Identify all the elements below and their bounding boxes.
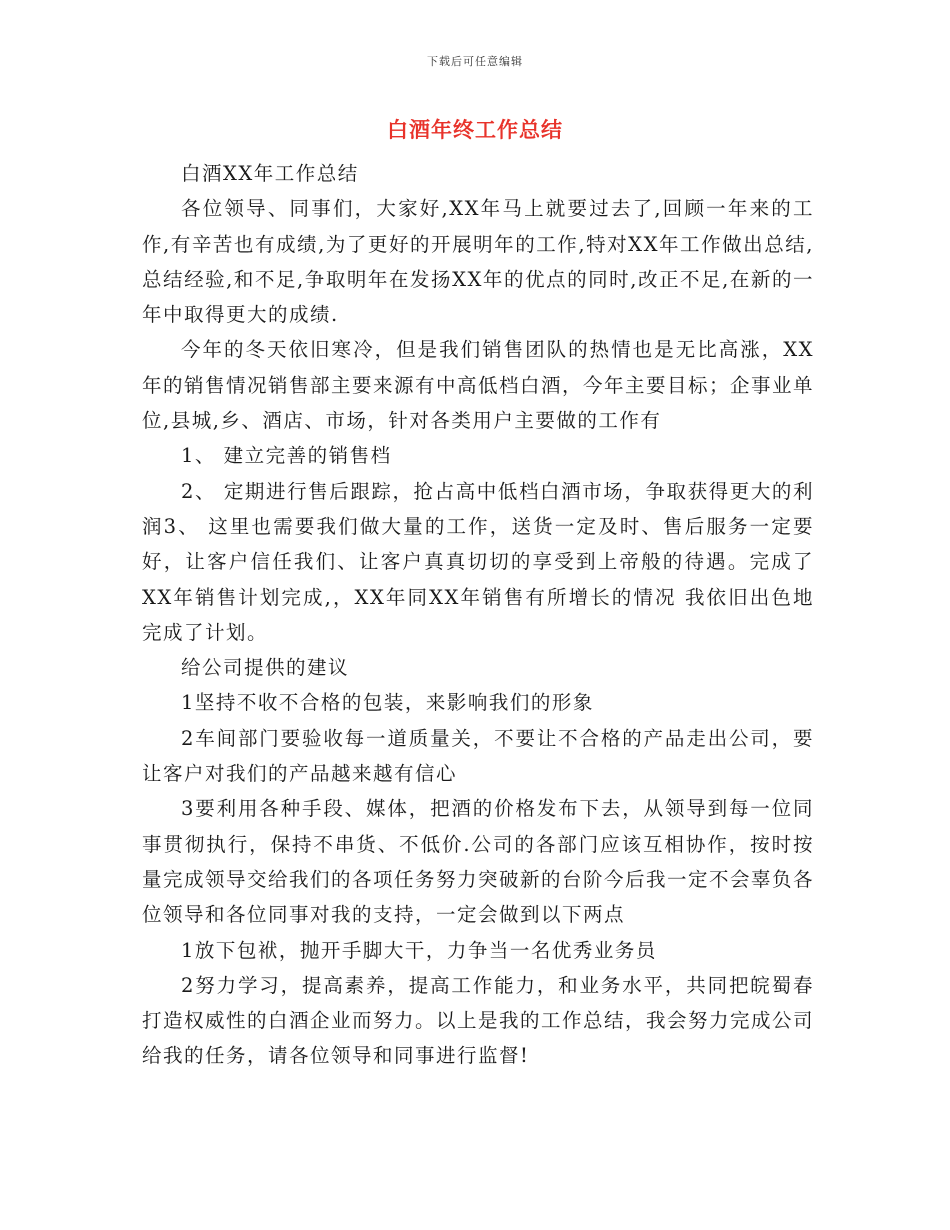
paragraph: 各位领导、同事们，大家好,XX年马上就要过去了,回顾一年来的工作,有辛苦也有成绩,为了更好的开展明年的工作,特对XX年工作做出总结,总结经验,和不足,争取明年在发扬XX年的优点的同时,改正不足,在新的一年中取得更大的成绩.: [142, 197, 814, 327]
paragraph: 3要利用各种手段、媒体，把酒的价格发布下去，从领导到每一位同事贯彻执行，保持不串货、不低价.公司的各部门应该互相协作，按时按量完成领导交给我们的各项任务努力突破新的台阶今后我一定不会辜负各位领导和各位同事对我的支持，一定会做到以下两点: [142, 797, 815, 927]
document-title: 白酒年终工作总结: [387, 118, 563, 142]
document-body: [142, 156, 814, 1074]
header-note: 下载后可任意编辑: [427, 55, 523, 68]
paragraph: 2车间部门要验收每一道质量关，不要让不合格的产品走出公司，要让客户对我们的产品越来越有信心: [142, 726, 814, 786]
paragraph: 1坚持不收不合格的包装，来影响我们的形象: [181, 691, 594, 715]
paragraph: 白酒XX年工作总结: [181, 162, 359, 185]
paragraph: 2努力学习，提高素养，提高工作能力，和业务水平，共同把皖蜀春打造权威性的白酒企业而努力。以上是我的工作总结，我会努力完成公司给我的任务，请各位领导和同事进行监督!: [142, 973, 815, 1068]
paragraph: 今年的冬天依旧寒冷，但是我们销售团队的热情也是无比高涨，XX年的销售情况销售部主要来源有中高低档白酒，今年主要目标；企事业单位,县城,乡、酒店、市场，针对各类用户主要做的工作有: [142, 338, 815, 433]
paragraph: 1放下包袱，抛开手脚大干，力争当一名优秀业务员: [181, 938, 657, 962]
paragraph: 给公司提供的建议: [181, 656, 350, 680]
paragraph: 2、 定期进行售后跟踪，抢占高中低档白酒市场，争取获得更大的利润3、 这里也需要我们做大量的工作，送货一定及时、售后服务一定要好，让客户信任我们、让客户真真切切的享受到上帝般的待遇。完成了XX年销售计划完成,，XX年同XX年销售有所增长的情况 我依旧出色地完成了计划。: [142, 479, 814, 644]
paragraph: 1、 建立完善的销售档: [181, 444, 392, 468]
